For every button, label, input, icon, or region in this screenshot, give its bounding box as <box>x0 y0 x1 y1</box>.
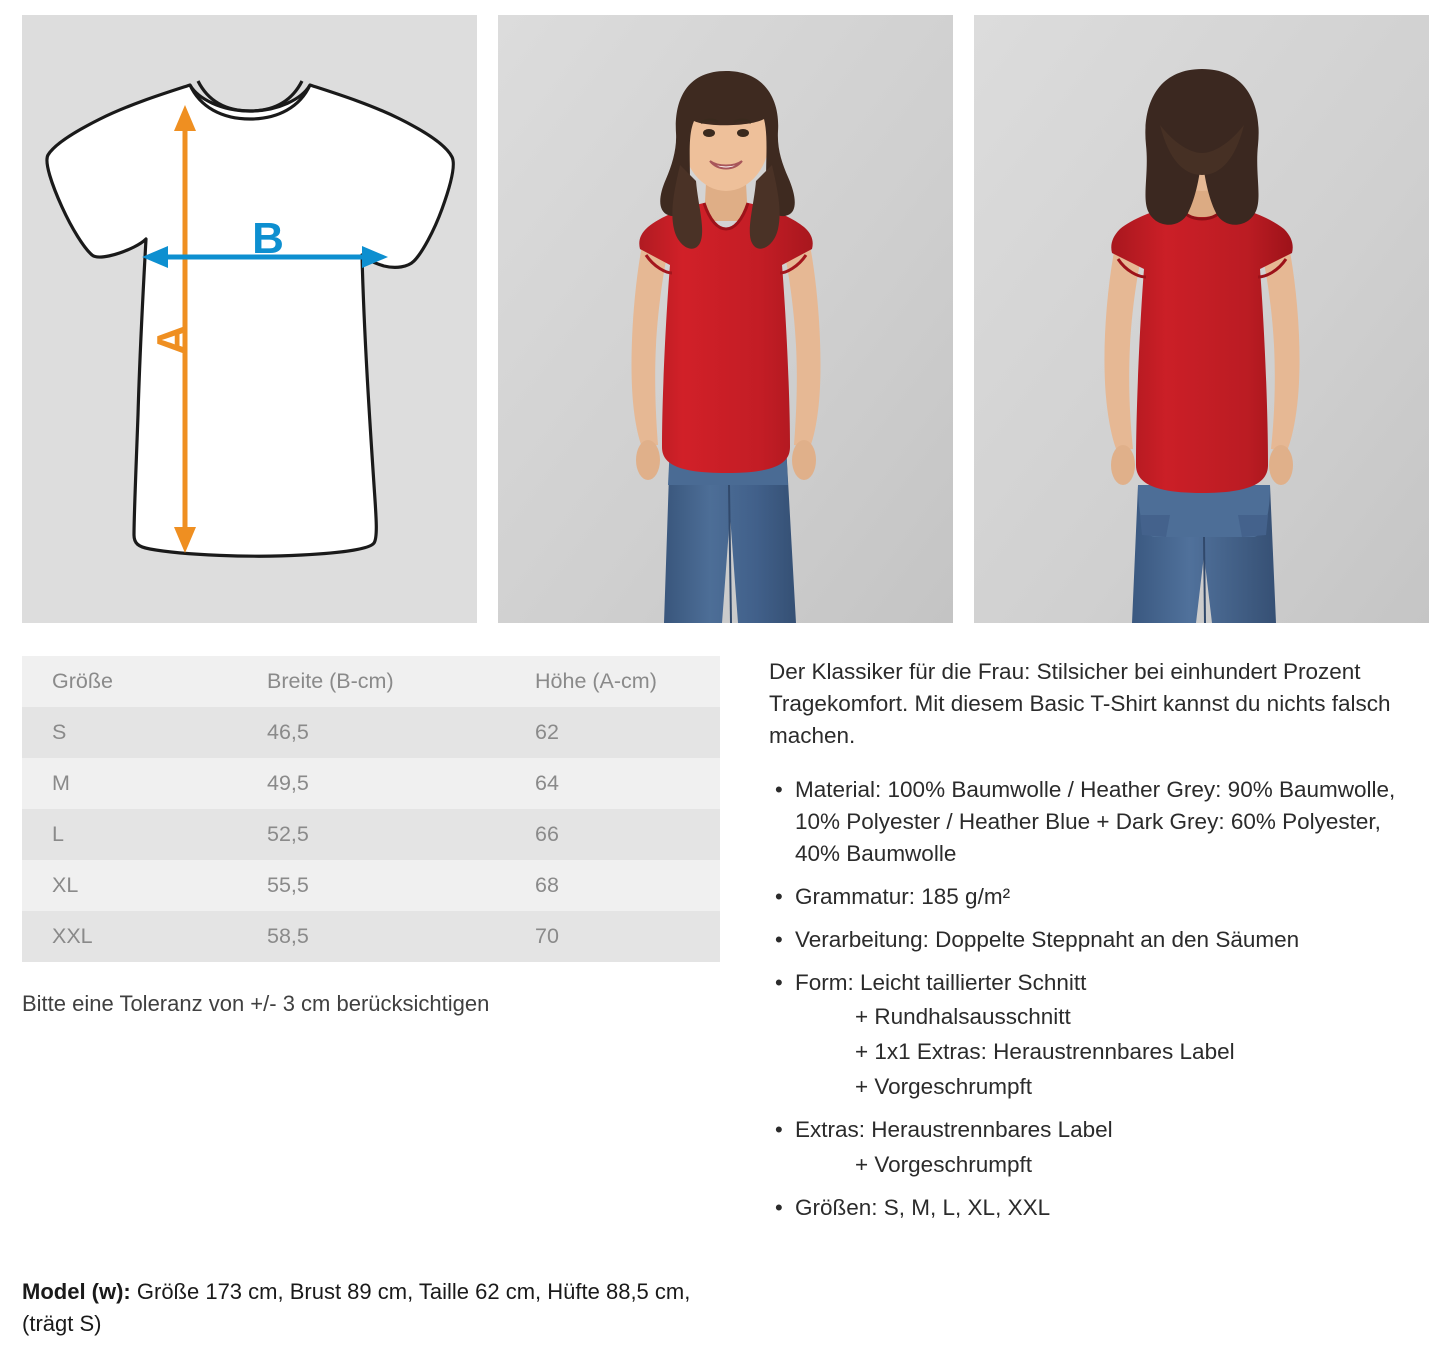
width-cell: 55,5 <box>237 860 505 911</box>
table-row <box>22 758 720 809</box>
size-table-header-cell: Breite (B-cm) <box>237 656 505 707</box>
size-table-header-cell: Höhe (A-cm) <box>505 656 720 707</box>
product-image-row <box>0 0 1442 623</box>
tolerance-note: Bitte eine Toleranz von +/- 3 cm berücksichtigen <box>22 991 490 1016</box>
table-row <box>22 860 720 911</box>
product-info-section <box>0 623 1442 1336</box>
height-cell: 64 <box>505 758 720 809</box>
width-cell: 52,5 <box>237 809 505 860</box>
feature-list <box>769 774 1420 1224</box>
size-table-header-cell: Größe <box>22 656 237 707</box>
list-item <box>769 881 1420 913</box>
height-cell: 62 <box>505 707 720 758</box>
svg-text:B: B <box>252 214 284 263</box>
feature-text: Material: 100% Baumwolle / Heather Grey: 90% Baumwolle, 10% Polyester / Heather Blue + Dark Grey: 60% Polyester, 40% Baumwolle <box>795 776 1396 866</box>
feature-text: Verarbeitung: Doppelte Steppnaht an den Säumen <box>795 926 1300 952</box>
list-item <box>769 1114 1420 1181</box>
description-column <box>737 656 1420 1235</box>
list-item <box>769 924 1420 956</box>
model-back-photo <box>974 15 1429 623</box>
feature-subline: + 1x1 Extras: Heraustrennbares Label <box>855 1039 1235 1065</box>
height-cell: 66 <box>505 809 720 860</box>
model-label: Model (w): <box>22 1279 131 1304</box>
model-measurements-note <box>22 1276 722 1340</box>
svg-text:A: A <box>148 324 197 356</box>
list-item <box>769 774 1420 870</box>
width-cell: 46,5 <box>237 707 505 758</box>
width-cell: 58,5 <box>237 911 505 962</box>
size-cell: XL <box>22 860 237 911</box>
height-cell: 68 <box>505 860 720 911</box>
feature-text: Grammatur: 185 g/m² <box>795 883 1011 909</box>
list-item <box>769 1192 1420 1224</box>
size-cell: S <box>22 707 237 758</box>
list-item <box>769 967 1420 1104</box>
feature-text: Größen: S, M, L, XL, XXL <box>795 1195 1051 1221</box>
table-row <box>22 707 720 758</box>
table-row <box>22 809 720 860</box>
size-cell: XXL <box>22 911 237 962</box>
feature-subline: + Rundhalsausschnitt <box>855 1004 1071 1030</box>
size-cell: M <box>22 758 237 809</box>
feature-text: Extras: Heraustrennbares Label <box>795 1117 1113 1143</box>
size-info-column <box>22 656 737 1336</box>
width-cell: 49,5 <box>237 758 505 809</box>
height-cell: 70 <box>505 911 720 962</box>
model-front-photo <box>498 15 953 623</box>
size-table <box>22 656 720 962</box>
size-table-header-row <box>22 656 720 707</box>
table-row <box>22 911 720 962</box>
size-cell: L <box>22 809 237 860</box>
description-intro: Der Klassiker für die Frau: Stilsicher bei einhundert Prozent Tragekomfort. Mit diesem Basic T-Shirt kannst du nichts falsch machen. <box>769 659 1391 748</box>
schematic-shirt-diagram <box>22 15 477 623</box>
model-measurements-text: Größe 173 cm, Brust 89 cm, Taille 62 cm, Hüfte 88,5 cm, (trägt S) <box>22 1279 691 1336</box>
feature-subline: + Vorgeschrumpft <box>855 1152 1032 1178</box>
feature-subline: + Vorgeschrumpft <box>855 1074 1032 1100</box>
feature-text: Form: Leicht taillierter Schnitt <box>795 969 1087 995</box>
